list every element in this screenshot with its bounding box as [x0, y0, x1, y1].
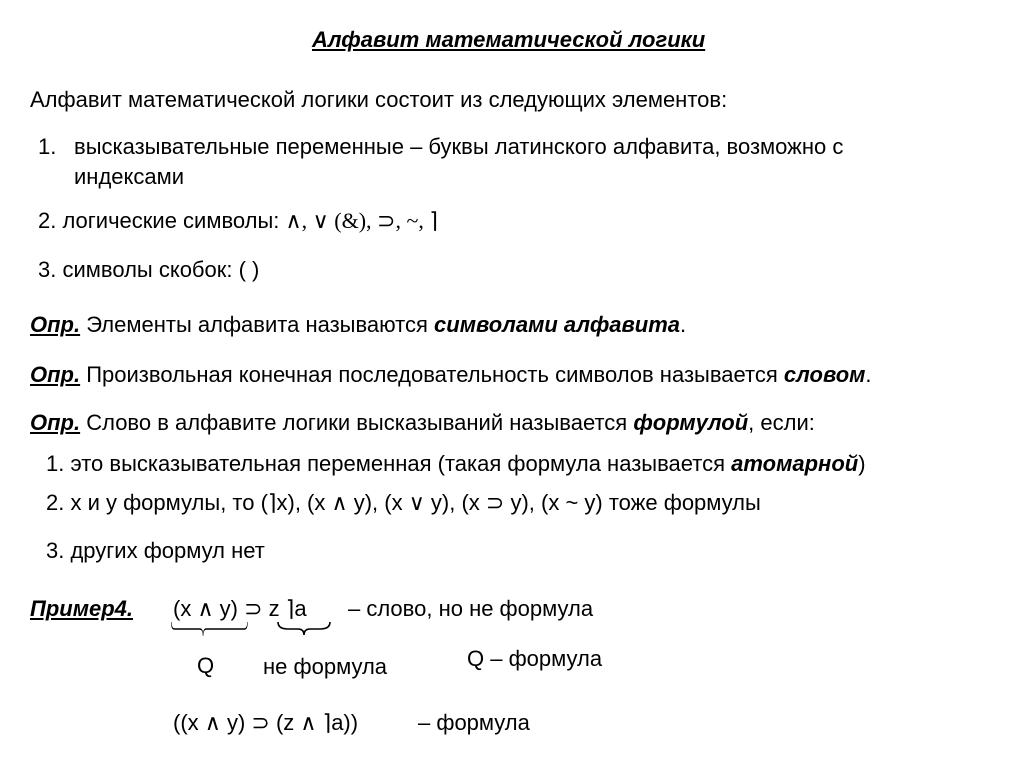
- definition-1: [30, 312, 686, 338]
- q-label: Q: [197, 653, 215, 678]
- q-formula-label: Q – формула: [467, 646, 603, 671]
- condition-2: 2. x и y формулы, то (⌉x), (x ∧ y), (x ∨ y), (x ⊃ y), (x ~ y) тоже формулы: [46, 490, 761, 515]
- list-item-1-line-2: индексами: [74, 164, 185, 189]
- definition-2-end: .: [865, 362, 872, 387]
- logic-symbols: ∧, ∨ (&), ⊃, ~, ⌉: [285, 208, 438, 233]
- underbrace-not-formula: [278, 622, 330, 635]
- intro-text: Алфавит математической логики состоит из следующих элементов:: [30, 87, 728, 112]
- list-item-2: [38, 208, 438, 234]
- definition-2-term: словом: [783, 362, 866, 387]
- condition-1-text: 1. это высказывательная переменная (такая формула называется: [46, 451, 732, 476]
- list-item-1-number: 1.: [38, 134, 57, 159]
- definition-3-end: , если:: [748, 410, 815, 435]
- underbrace-q: [171, 622, 247, 636]
- definition-2-prefix: Опр.: [30, 362, 81, 387]
- definition-3-prefix: Опр.: [30, 410, 81, 435]
- example-comment-2: – формула: [418, 710, 530, 735]
- definition-2-text: Произвольная конечная последовательность символов называется: [80, 362, 784, 387]
- definition-1-prefix: Опр.: [30, 312, 81, 337]
- definition-1-text: Элементы алфавита называются: [80, 312, 435, 337]
- example-comment: – слово, но не формула: [348, 596, 594, 621]
- condition-1: [46, 451, 866, 477]
- definition-1-end: .: [680, 312, 687, 337]
- definition-2: [30, 362, 872, 388]
- definition-3: [30, 410, 815, 436]
- definition-3-term: формулой: [633, 410, 749, 435]
- list-item-1-line-1: высказывательные переменные – буквы латинского алфавита, возможно с: [74, 134, 844, 159]
- definition-3-text: Слово в алфавите логики высказываний называется: [80, 410, 634, 435]
- condition-1-term: атомарной: [731, 451, 859, 476]
- example-expression: (x ∧ y) ⊃ z ⌉a: [173, 596, 307, 621]
- definition-1-term: символами алфавита: [434, 312, 681, 337]
- condition-1-end: ): [858, 451, 866, 476]
- underbraces: [170, 620, 350, 644]
- condition-3: 3. других формул нет: [46, 538, 265, 563]
- not-formula-label: не формула: [263, 654, 388, 679]
- list-item-2-label: 2. логические символы:: [38, 208, 280, 233]
- example-expression-2: ((x ∧ y) ⊃ (z ∧ ⌉a)): [173, 710, 359, 735]
- page-title: Алфавит математической логики: [312, 27, 706, 52]
- list-item-3: 3. символы скобок: ( ): [38, 257, 260, 282]
- example-label: Пример4.: [30, 596, 133, 621]
